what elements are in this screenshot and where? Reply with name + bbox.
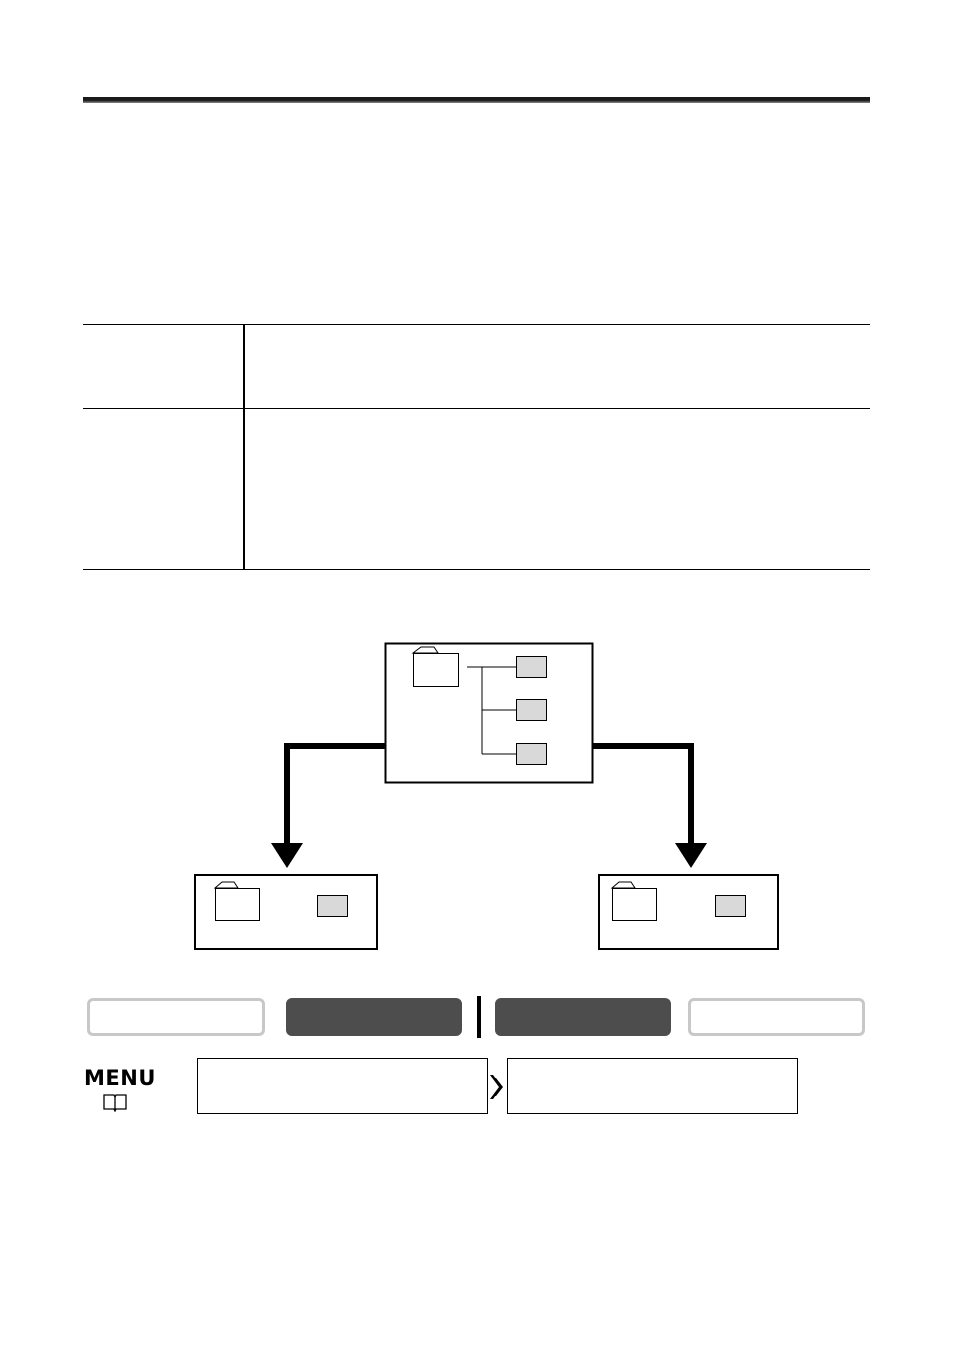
right-arrow: [592, 746, 707, 868]
left-result-box: [195, 875, 377, 949]
mode-tab-1: [87, 998, 265, 1036]
left-arrow: [271, 746, 385, 868]
double-chevron-right-icon: [489, 1074, 506, 1100]
menu-step-2: [507, 1058, 798, 1114]
file-icon: [517, 744, 547, 765]
mode-tab-3: [495, 998, 671, 1036]
mode-tab-2: [286, 998, 462, 1036]
file-icon: [517, 657, 547, 678]
file-icon: [318, 896, 348, 917]
book-icon: [102, 1092, 128, 1112]
right-result-box: [599, 875, 778, 949]
menu-label: MENU: [84, 1066, 156, 1090]
mode-tab-4: [688, 998, 865, 1036]
file-icon: [517, 700, 547, 721]
file-icon: [716, 896, 746, 917]
mode-tab-divider: [477, 996, 481, 1038]
menu-step-1: [197, 1058, 488, 1114]
source-box: [386, 644, 593, 783]
